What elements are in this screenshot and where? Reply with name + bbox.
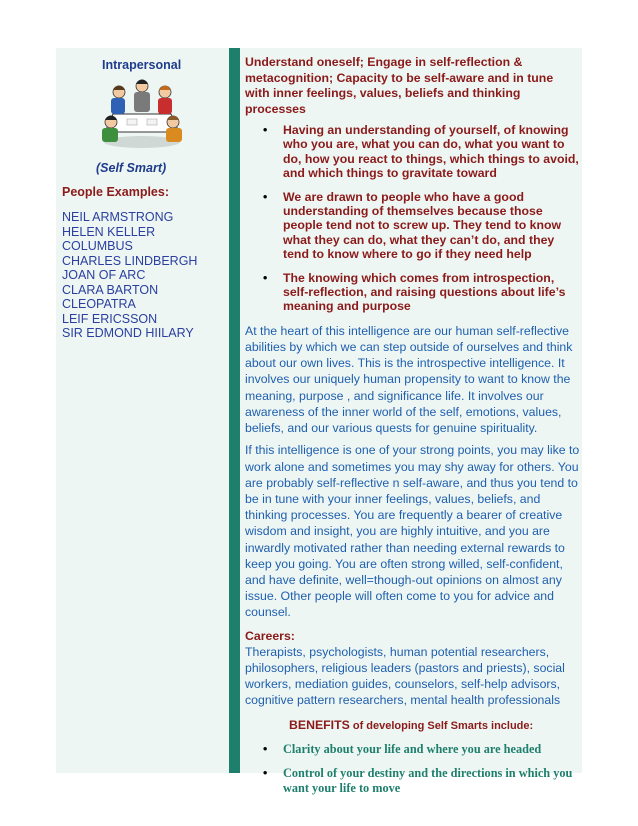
characteristic-text: We are drawn to people who have a good understanding of themselves because those people tend not to screw up. They tend to know what they can do, what they can’t do, and they tend to know where to go if they need help	[283, 189, 562, 262]
characteristic-text: The knowing which comes from introspection, self-reflection, and raising questions about life’s meaning and purpose	[283, 270, 566, 314]
characteristics-list	[245, 123, 581, 314]
characteristic-text: Having an understanding of yourself, of knowing who you are, what you can do, what you want to do, how you react to things, which things to avoid, and which things to gravitate toward	[283, 123, 579, 181]
right-column	[245, 55, 581, 805]
people-item: CLEOPATRA	[62, 297, 136, 311]
group-meeting-illustration	[99, 74, 185, 152]
bullet-icon: •	[263, 270, 268, 285]
people-item: NEIL ARMSTRONG	[62, 210, 174, 224]
bullet-icon: •	[263, 123, 268, 137]
intro-paragraph: At the heart of this intelligence are our human self-reflective abilities by which we can step outside of ourselves and think about our own lives. This is the introspective intelligence. It involves our uniquely human propensity to want to know the meaning, purpose , and significance life. It involves our awareness of the inner world of the self, emotions, values, beliefs, and our various quests for genuine spirituality.	[245, 323, 573, 436]
benefits-word: BENEFITS	[289, 718, 350, 733]
benefit-text: Clarity about your life and where you are headed	[283, 742, 542, 757]
characteristic-item	[245, 123, 581, 181]
column-divider	[229, 48, 240, 773]
self-smart-label: (Self Smart)	[96, 161, 167, 175]
section-title: Intrapersonal	[102, 58, 182, 72]
people-item: COLUMBUS	[62, 239, 133, 253]
benefits-rest: of developing Self Smarts include:	[349, 720, 534, 733]
bullet-icon: •	[263, 766, 268, 781]
people-examples-heading: People Examples:	[62, 185, 169, 199]
benefit-item	[245, 742, 581, 757]
people-examples-list	[62, 210, 197, 341]
benefit-text: Control of your destiny and the directions in which you want your life to move	[283, 766, 573, 796]
bullet-icon: •	[263, 742, 268, 757]
benefits-heading	[245, 718, 581, 732]
people-item: CHARLES LINDBERGH	[62, 253, 198, 268]
people-item: CLARA BARTON	[62, 282, 159, 297]
people-item: JOAN OF ARC	[62, 268, 146, 282]
benefits-list	[245, 742, 581, 796]
lead-statement: Understand oneself; Engage in self-reflection & metacognition; Capacity to be self-aware and in tune with inner feelings, values, beliefs and thinking processes	[245, 55, 554, 116]
strengths-paragraph: If this intelligence is one of your strong points, you may like to work alone and sometimes you may shy away for others. You are probably self-reflective n self-aware, and thus you tend to be in tune with your inner feelings, values, beliefs, and thinking processes. You are frequently a bearer of creative wisdom and insight, you are highly intuitive, and you are inwardly motivated rather than needing external rewards to keep you going. You are often strong willed, self-confident, and have definite, well=though-out opinions on almost any issue. Other people will often come to you for advice and counsel.	[245, 443, 580, 620]
people-item: SIR EDMOND HIILARY	[62, 326, 194, 340]
characteristic-item	[245, 190, 581, 262]
bullet-icon: •	[263, 189, 268, 204]
people-item: LEIF ERICSSON	[62, 311, 158, 326]
characteristic-item	[245, 271, 581, 314]
careers-heading: Careers:	[245, 628, 295, 643]
people-item: HELEN KELLER	[62, 224, 156, 239]
careers-text: Therapists, psychologists, human potential researchers, philosophers, religious leaders (pastors and priests), social workers, mediation guides, counselors, self-help advisors, cognitive pattern researchers, mental health professionals	[245, 644, 565, 708]
benefit-item	[245, 766, 581, 796]
